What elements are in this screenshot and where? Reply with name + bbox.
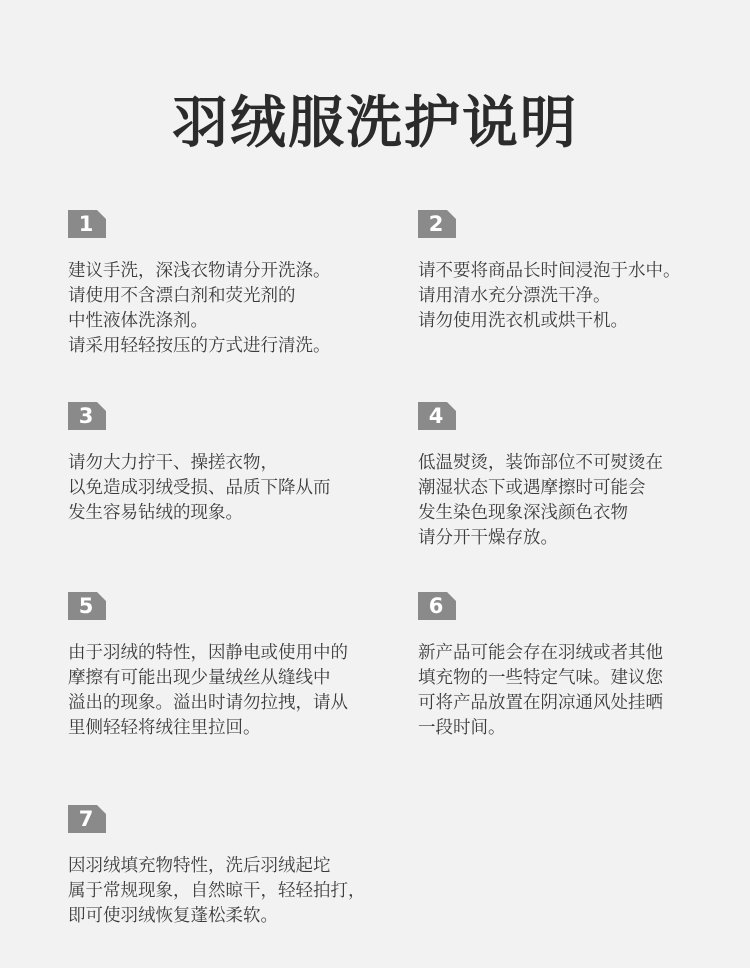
step-number-badge: 4 (418, 402, 456, 430)
instruction-line: 新产品可能会存在羽绒或者其他 (418, 643, 663, 663)
care-item-4 (418, 402, 738, 551)
care-item-6 (418, 592, 738, 741)
care-item-1 (68, 210, 388, 359)
care-item-2 (418, 210, 738, 334)
page-title: 羽绒服洗护说明 (172, 91, 578, 156)
step-number-badge: 3 (68, 402, 106, 430)
instruction-line: 请不要将商品长时间浸泡于水中。 (418, 261, 681, 281)
instruction-line: 因羽绒填充物特性，洗后羽绒起坨 (68, 856, 331, 876)
care-item-3 (68, 402, 388, 526)
instruction-line: 即可使羽绒恢复蓬松柔软。 (68, 906, 278, 926)
instruction-line: 可将产品放置在阴凉通风处挂晒 (418, 693, 663, 713)
instruction-line: 一段时间。 (418, 718, 506, 738)
step-number-badge: 6 (418, 592, 456, 620)
instruction-line: 潮湿状态下或遇摩擦时可能会 (418, 478, 646, 498)
step-number-badge: 7 (68, 805, 106, 833)
instruction-line: 属于常规现象，自然晾干，轻轻拍打， (68, 881, 366, 901)
instruction-line: 中性液体洗涤剂。 (68, 311, 208, 331)
step-number-badge: 5 (68, 592, 106, 620)
care-item-5 (68, 592, 388, 741)
instruction-line: 以免造成羽绒受损、品质下降从而 (68, 478, 331, 498)
instruction-line: 发生容易钻绒的现象。 (68, 503, 243, 523)
instruction-line: 里侧轻轻将绒往里拉回。 (68, 718, 261, 738)
step-number-badge: 1 (68, 210, 106, 238)
instruction-line: 低温熨烫，装饰部位不可熨烫在 (418, 453, 663, 473)
care-item-7 (68, 805, 388, 929)
instruction-line: 请勿大力拧干、操搓衣物， (68, 453, 278, 473)
instruction-line: 请勿使用洗衣机或烘干机。 (418, 311, 628, 331)
instruction-line: 请分开干燥存放。 (418, 528, 558, 548)
instruction-line: 溢出的现象。溢出时请勿拉拽，请从 (68, 693, 348, 713)
instruction-line: 建议手洗，深浅衣物请分开洗涤。 (68, 261, 331, 281)
instruction-line: 由于羽绒的特性，因静电或使用中的 (68, 643, 348, 663)
instruction-line: 请用清水充分漂洗干净。 (418, 286, 611, 306)
instruction-line: 填充物的一些特定气味。建议您 (418, 668, 663, 688)
step-number-badge: 2 (418, 210, 456, 238)
instruction-line: 摩擦有可能出现少量绒丝从缝线中 (68, 668, 331, 688)
instruction-line: 请使用不含漂白剂和荧光剂的 (68, 286, 296, 306)
instruction-line: 发生染色现象深浅颜色衣物 (418, 503, 628, 523)
instruction-line: 请采用轻轻按压的方式进行清洗。 (68, 336, 331, 356)
